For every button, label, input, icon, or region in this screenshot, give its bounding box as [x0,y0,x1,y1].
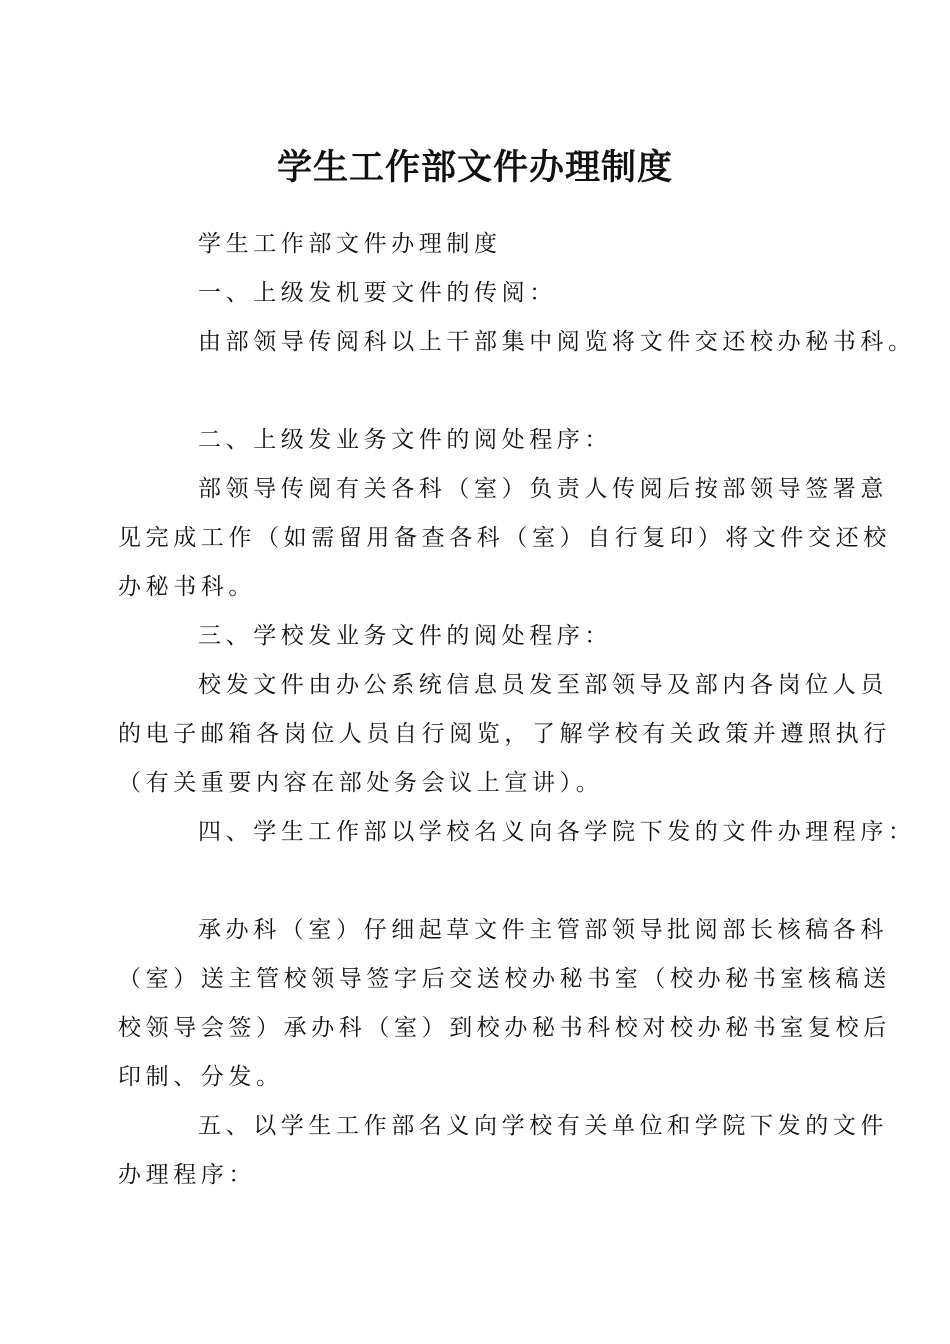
paragraph-line: 由部领导传阅科以上干部集中阅览将文件交还校办秘书科。 [198,329,916,355]
paragraph-line: （室）送主管校领导签字后交送校办秘书室（校办秘书室核稿送 [118,966,891,992]
paragraph-line: 学生工作部文件办理制度 [198,231,502,257]
document-title: 学生工作部文件办理制度 [276,148,673,188]
paragraph-line: 校发文件由办公系统信息员发至部领导及部内各岗位人员 [198,672,888,698]
paragraph-line: 承办科（室）仔细起草文件主管部领导批阅部长核稿各科 [198,917,888,943]
section-heading: 二、上级发业务文件的阅处程序： [198,427,612,453]
section-heading: 四、学生工作部以学校名义向各学院下发的文件办理程序： [198,819,916,845]
paragraph-line: （有关重要内容在部处务会议上宣讲）。 [118,770,604,796]
paragraph-line: 的电子邮箱各岗位人员自行阅览，了解学校有关政策并遵照执行 [118,721,891,747]
paragraph-line: 印制、分发。 [118,1064,284,1090]
section-heading: 一、上级发机要文件的传阅： [198,280,557,306]
document-body [118,220,916,1200]
paragraph-line: 办秘书科。 [118,574,256,600]
blank-line [118,857,838,906]
paragraph-line: 校领导会签）承办科（室）到校办秘书科校对校办秘书室复校后 [118,1015,891,1041]
paragraph-line: 见完成工作（如需留用备查各科（室）自行复印）将文件交还校 [118,525,891,551]
section-heading: 三、学校发业务文件的阅处程序： [198,623,612,649]
blank-line [118,367,838,416]
paragraph-line: 办理程序： [118,1162,256,1188]
section-heading: 五、以学生工作部名义向学校有关单位和学院下发的文件 [198,1113,888,1139]
paragraph-line: 部领导传阅有关各科（室）负责人传阅后按部领导签署意 [198,476,888,502]
